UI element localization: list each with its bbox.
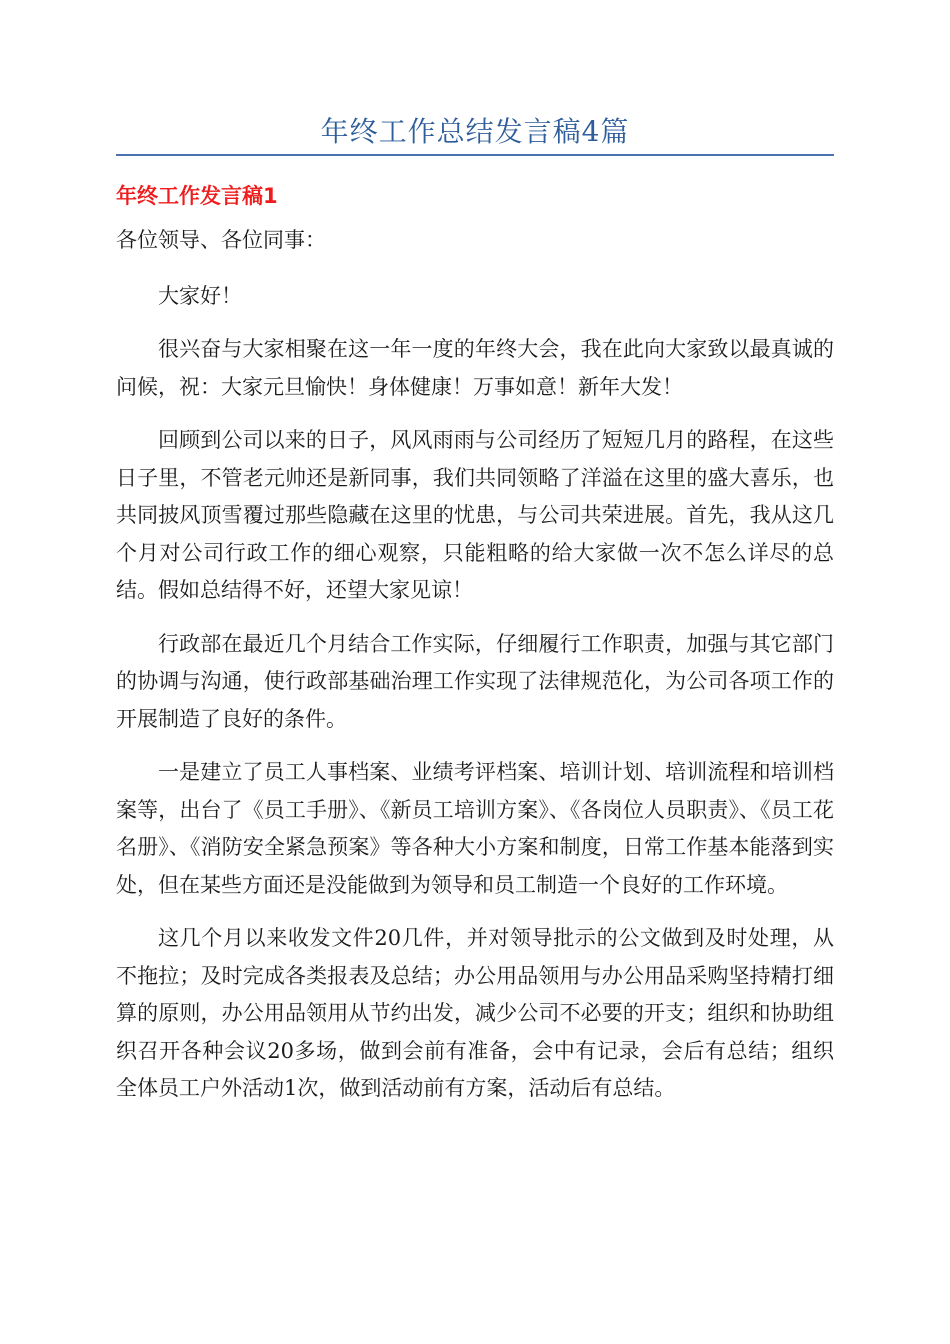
title-divider <box>116 154 834 156</box>
section-heading: 年终工作发言稿1 <box>116 184 278 208</box>
salutation: 各位领导、各位同事： <box>116 228 326 252</box>
paragraph: 很兴奋与大家相聚在这一年一度的年终大会，我在此向大家致以最真诚的问候，祝：大家元旦愉快！身体健康！万事如意！新年大发！ <box>116 337 834 399</box>
paragraph: 这几个月以来收发文件20几件，并对领导批示的公文做到及时处理，从不拖拉；及时完成各类报表及总结；办公用品领用与办公用品采购坚持精打细算的原则，办公用品领用从节约出发，减少公司不必要的开支；组织和协助组织召开各种会议20多场，做到会前有准备，会中有记录，会后有总结；组织全体员工户外活动1次，做到活动前有方案，活动后有总结。 <box>116 926 834 1100</box>
paragraph: 行政部在最近几个月结合工作实际，仔细履行工作职责，加强与其它部门的协调与沟通，使行政部基础治理工作实现了法律规范化，为公司各项工作的开展制造了良好的条件。 <box>116 631 834 731</box>
paragraph: 回顾到公司以来的日子，风风雨雨与公司经历了短短几月的路程，在这些日子里，不管老元帅还是新同事，我们共同领略了洋溢在这里的盛大喜乐，也共同披风顶雪覆过那些隐藏在这里的忧患，与公司共荣进展。首先，我从这几个月对公司行政工作的细心观察，只能粗略的给大家做一次不怎么详尽的总结。假如总结得不好，还望大家见谅！ <box>116 428 834 602</box>
document-title: 年终工作总结发言稿4篇 <box>320 115 630 148</box>
paragraph: 一是建立了员工人事档案、业绩考评档案、培训计划、培训流程和培训档案等，出台了《员工手册》、《新员工培训方案》、《各岗位人员职责》、《员工花名册》、《消防安全紧急预案》等各种大小方案和制度，日常工作基本能落到实处，但在某些方面还是没能做到为领导和员工制造一个良好的工作环境。 <box>116 760 834 897</box>
document-body <box>116 222 834 1124</box>
paragraph-greeting: 大家好！ <box>158 283 242 308</box>
